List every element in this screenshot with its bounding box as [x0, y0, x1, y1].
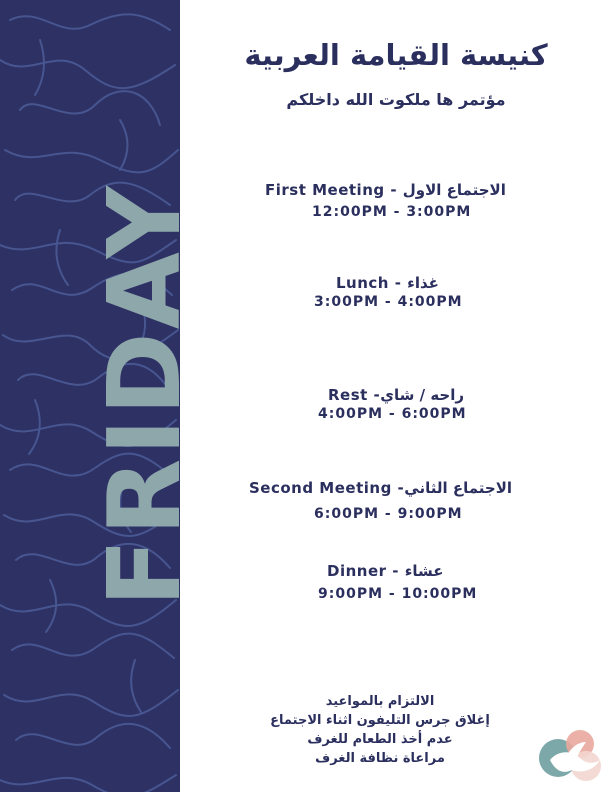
event-title-rest: Rest -راحه / شاي — [328, 386, 465, 404]
dove-logo-icon — [536, 728, 606, 784]
event-time-first-meeting: 12:00PM - 3:00PM — [312, 204, 472, 220]
event-time-dinner: 9:00PM - 10:00PM — [318, 586, 478, 602]
event-title-first-meeting: First Meeting - الاجتماع الاول — [265, 181, 506, 199]
rule-item: مراعاة نظافة الغرف — [315, 751, 445, 766]
sidebar-panel — [0, 0, 203, 792]
rule-item: الالتزام بالمواعيد — [325, 694, 435, 709]
event-time-second-meeting: 6:00PM - 9:00PM — [314, 506, 463, 522]
event-time-lunch: 3:00PM - 4:00PM — [314, 294, 463, 310]
rules-list — [180, 692, 580, 768]
church-title: كنيسة القيامة العربية — [244, 38, 548, 72]
event-title-second-meeting: Second Meeting -الاجتماع الثاني — [249, 479, 513, 497]
event-title-dinner: Dinner - عشاء — [327, 562, 444, 580]
rule-item: عدم أخذ الطعام للغرف — [307, 732, 453, 747]
rule-item: إغلاق جرس التليفون اثناء الاجتماع — [270, 713, 490, 728]
conference-subtitle: مؤتمر ها ملكوت الله داخلكم — [286, 90, 506, 109]
day-title: FRIDAY — [86, 183, 203, 607]
event-title-lunch: Lunch - غذاء — [336, 274, 439, 292]
event-time-rest: 4:00PM - 6:00PM — [318, 406, 467, 422]
